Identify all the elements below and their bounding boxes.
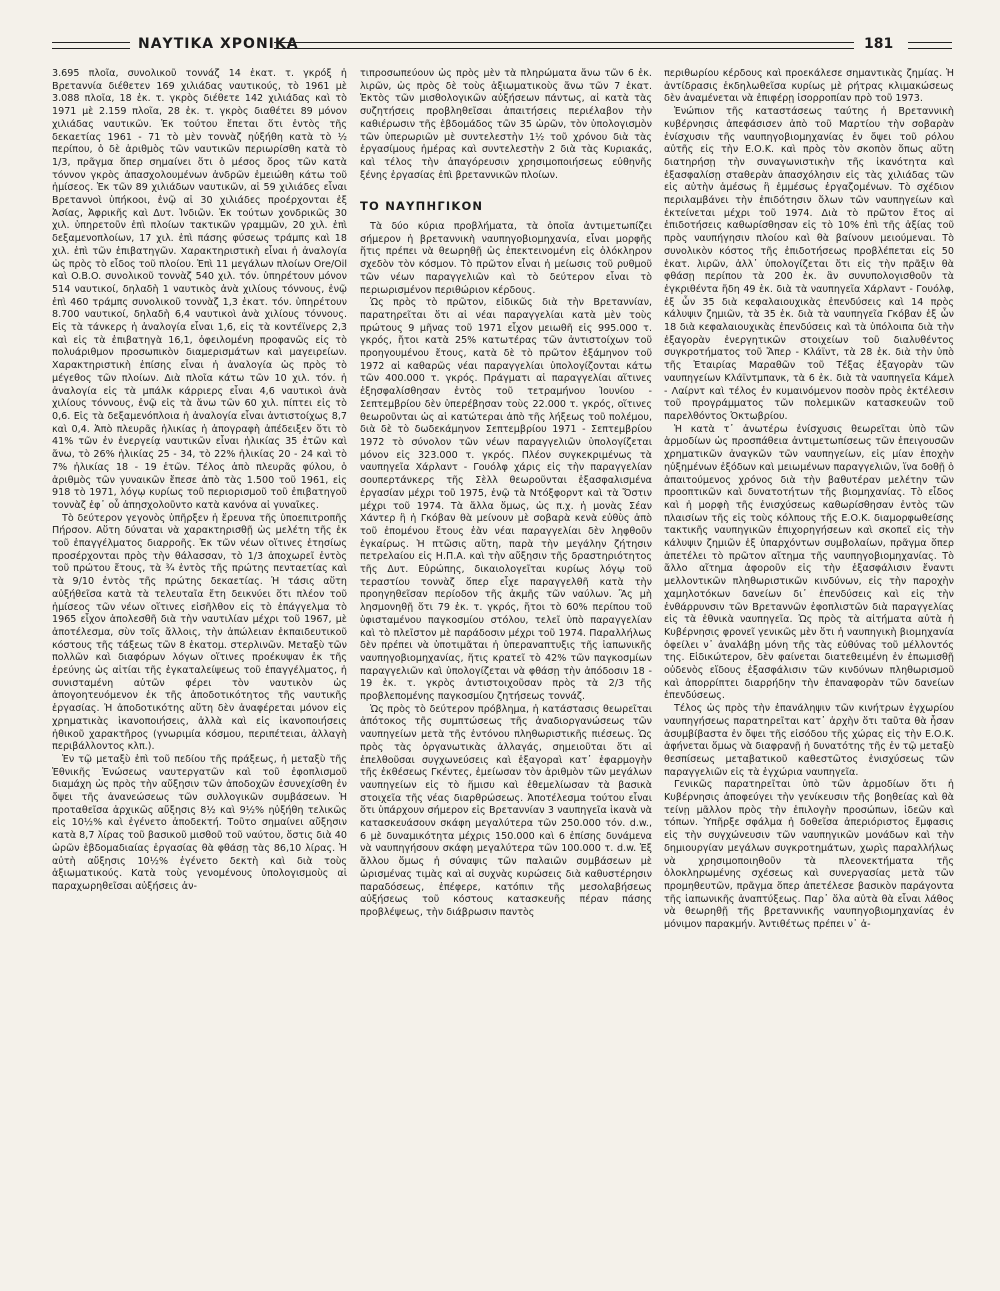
section-heading: ΤΟ ΝΑΥΠΗΓΙΚΟΝ (360, 199, 484, 214)
page-number: 181 (864, 36, 894, 52)
header-rule-left (52, 42, 130, 49)
paragraph: 3.695 πλοῖα, συνολικοῦ τοννάζ 14 ἑκατ. τ. γκρόξ ἡ Βρεταννία διέθετεν 169 χιλιάδας ναυτικούς, τὸ 1961 μὲ 3.088 πλοῖα, 18 ἑκ. τ. γκρὸς διέθετε 142 χιλιάδας καὶ τὸ 1971 μὲ 2.159 πλοῖα, 28 ἑκ. τ. γκρὸς διαθέτει 89 μόνον χιλιάδας ναυτικῶν. Ἐκ τούτου ἕπεται ὅτι ἐντὸς τῆς δεκαετίας 1961 - 71 τὸ μὲν τοννὰζ ηὐξήθη κατὰ τὸ ½ περίπου, ὁ δὲ ἀριθμὸς τῶν ναυτικῶν περιωρίσθη κατὰ τὸ 1/3, πρᾶγμα ὅπερ σημαίνει ὅτι ὁ μέσος ὅρος τῶν κατὰ τόννον γκρὸς ἀπασχολουμένων ἀνδρῶν ἐμειώθη κάτω τοῦ ἡμίσεος. Ἐκ τῶν 89 χιλιάδων ναυτικῶν, αἱ 59 χιλιάδες εἶναι Βρεταννοὶ ὑπήκοοι, ἐνῷ αἱ 30 χιλιάδες προέρχονται ἐξ Ἀσίας, Ἀφρικῆς καὶ Δυτ. Ἰνδιῶν. Ἐκ τούτων χονδρικῶς 30 χιλ. ὑπηρετοῦν ἐπὶ πλοίων τακτικῶν γραμμῶν, 20 χιλ. ἐπὶ δεξαμενοπλοίων, 17 χιλ. ἐπὶ πάσης φύσεως τράμπς καὶ 18 χιλ. ἐπὶ τῶν ἐπιβατηγῶν. Χαρακτηριστικὴ εἶναι ἡ ἀναλογία ὡς πρὸς τὸ εἶδος τοῦ πλοίου. Ἐπὶ 11 μεγάλων πλοίων Ore/Oil καὶ O.B.O. συνολικοῦ τοννὰζ 540 χιλ. τόν. ὑπηρέτουν μόνον 514 ναυτικοί, δηλαδὴ 1 ναυτικὸς ἀνὰ χιλίους τόννους, ἐνῷ ἐπὶ 460 τράμπς συνολικοῦ τοννὰζ 1,3 ἑκατ. τόν. ὑπηρέτουν 8.700 ναυτικοί, δηλαδὴ 6,4 ναυτικοὶ ἀνὰ χιλίους τόννους. Εἰς τὰ τάνκερς ἡ ἀναλογία εἶναι 1,6, εἰς τὰ κοντέϊνερς 2,3 καὶ εἰς τὰ ἐπιβατηγὰ 16,1, ὀφειλομένη προφανῶς εἰς τὸ πολυάριθμον προσωπικὸν διαμερισμάτων καὶ μαγειρείων. Χαρακτηριστικὴ ἐπίσης εἶναι ἡ ἀναλογία ὡς πρὸς τὸ μέγεθος τῶν πλοίων. Διὰ πλοῖα κάτω τῶν 10 χιλ. τόν. ἡ ἀναλογία εἰς τὰ μπάλκ κάρριερς εἶναι 4,6 ναυτικοὶ ἀνὰ χιλίους τόννους, ἐνῷ εἰς τὰ ἄνω τῶν 60 χιλ. πίπτει εἰς τὸ 0,6. Εἰς τὰ δεξαμενόπλοια ἡ ἀναλογία εἶναι ἀντιστοίχως 8,7 καὶ 0,4. Ἀπὸ πλευρᾶς ἡλικίας ἡ ἀπογραφὴ ἀπέδειξεν ὅτι τὸ 41% τῶν ἐν ἐνεργείᾳ ναυτικῶν εἶναι ἡλικίας 35 ἐτῶν καὶ ἄνω, τὸ 26% ἡλικίας 25 - 34, τὸ 22% ἡλικίας 20 - 24 καὶ τὸ 7% ἡλικίας 18 - 19 ἐτῶν. Τέλος ἀπὸ πλευρᾶς φύλου, ὁ ἀριθμὸς τῶν γυναικῶν ἔπεσε ἀπὸ τὰς 1.500 τοῦ 1961, εἰς 918 τὸ 1971, λόγῳ κυρίως τοῦ περιορισμοῦ τοῦ ἐπιβατηγοῦ τοννὰζ ἐφ᾽ οὗ ἀπησχολοῦντο κατὰ κανόνα αἱ γυναῖκες. (52, 68, 347, 511)
paragraph: Ὡς πρὸς τὸ πρῶτον, εἰδικῶς διὰ τὴν Βρεταννίαν, παρατηρεῖται ὅτι αἱ νέαι παραγγελίαι κατὰ μὲν τοὺς πρώτους 9 μῆνας τοῦ 1971 εἶχον μειωθῆ εἰς 995.000 τ. γκρός, ἤτοι κατὰ 25% κατωτέρας τῶν ἀντιστοίχων τοῦ προηγουμένου ἔτους, κατὰ δὲ τὸ πρῶτον ἑξάμηνον τοῦ 1972 αἱ καθαρῶς νέαι παραγγελίαι ὑπολογίζονται κάτω τῶν 400.000 τ. γκρός. Πράγματι αἱ παραγγελίαι αἵτινες ἐξησφαλίσθησαν ἐντὸς τοῦ τετραμήνου Ἰουνίου - Σεπτεμβρίου δὲν ὑπερέβησαν τοὺς 22.000 τ. γκρός, οἵτινες θεωροῦνται ὡς αἱ κατώτεραι ἀπὸ τῆς λήξεως τοῦ πολέμου, διὰ δὲ τὸ δωδεκάμηνον Σεπτεμβρίου 1971 - Σεπτεμβρίου 1972 τὸ σύνολον τῶν νέων παραγγελιῶν ὑπολογίζεται μόνον εἰς 323.000 τ. γκρός. Πλέον συγκεκριμένως τὰ ναυπηγεῖα Χάρλαντ - Γουόλφ χάρις εἰς τὴν παραγγελίαν σουπερτάνκερς τῆς Σὲλλ θεωροῦνται ἐξασφαλισμένα ἐργασίαν μέχρι τοῦ 1975, ἐνῷ τὰ Ντόξφορντ καὶ τὰ Ὄστιν μέχρι τοῦ 1974. Τὰ ἄλλα ὅμως, ὡς π.χ. ἡ μονὰς Σέαν Χάντερ ἢ ἡ Γκόβαν θὰ μείνουν μὲ σοβαρὰ κενὰ εὐθὺς ἀπὸ τοῦ ἐπομένου ἔτους ἐὰν νέαι παραγγελίαι δὲν ληφθοῦν ἐγκαίρως. Ἡ πτῶσις αὕτη, παρὰ τὴν μεγάλην ζήτησιν πετρελαίου εἰς Η.Π.Α. καὶ τὴν αὔξησιν τῆς δραστηριότητος τῆς Δυτ. Εὐρώπης, δικαιολογεῖται κυρίως λόγῳ τοῦ τεραστίου τοννὰζ ὅπερ εἶχε παραγγελθῆ κατὰ τὴν προηγηθεῖσαν περίοδον τῆς ἀκμῆς τῶν ναύλων. Ἂς μὴ λησμονηθῇ ὅτι 79 ἑκ. τ. γκρός, ἤτοι τὸ 60% περίπου τοῦ ὑφισταμένου παγκοσμίου στόλου, τελεῖ ὑπὸ παραγγελίαν καὶ τὸ πλεῖστον μὲ παράδοσιν μέχρι τοῦ 1974. Παραλλήλως δὲν πρέπει νὰ ὑποτιμᾶται ἡ ὑπεραναπτυξις τῆς ἰαπωνικῆς ναυπηγοβιομηχανίας, ἥτις κρατεῖ τὸ 42% τῶν παγκοσμίων παραγγελιῶν καὶ ὑπολογίζεται νὰ φθάσῃ τὴν ἀπόδοσιν 18 - 19 ἑκ. τ. γκρὸς ἀντιστοιχοῦσαν πρὸς τὰ 2/3 τῆς προβλεπομένης παγκοσμίου ζητήσεως τοννάζ. (360, 297, 652, 703)
header-rule-middle (274, 42, 854, 49)
paragraph: τιπροσωπεύουν ὡς πρὸς μὲν τὰ πληρώματα ἄνω τῶν 6 ἑκ. λιρῶν, ὡς πρὸς δὲ τοὺς ἀξιωματικοὺς ἄνω τῶν 7 ἑκατ. Ἐκτὸς τῶν μισθολογικῶν αὐξήσεων πάντως, αἱ κατὰ τὰς συζητήσεις προβληθεῖσαι ἀπαιτήσεις περιέλαβον τὴν καθιέρωσιν τῆς ἑβδομάδος τῶν 35 ὡρῶν, τὸν ὑπολογισμὸν τῶν ὑπερωριῶν μὲ συντελεστὴν 1½ τοῦ χρόνου διὰ τὰς ἐργασίμους ἡμέρας καὶ συντελεστὴν 2 διὰ τὰς Κυριακάς, καὶ τέλος τὴν ἀπαγόρευσιν χρησιμοποιήσεως εὐθηνῆς ξένης ἐργασίας ἐπὶ βρεταννικῶν πλοίων. (360, 68, 652, 181)
paragraph: Τὸ δεύτερον γεγονὸς ὑπῆρξεν ἡ ἔρευνα τῆς ὑποεπιτροπῆς Πήρσον. Αὕτη δύναται νὰ χαρακτηρισθῇ ὡς μελέτη τῆς ἐκ τοῦ ἐπαγγέλματος διαρροῆς. Ἐκ τῶν νέων οἵτινες ἐτησίως προσέρχονται πρὸς τὴν θάλασσαν, τὸ 1/3 ἀποχωρεῖ ἐντὸς τοῦ πρώτου ἔτους, τὰ ¾ ἐντὸς τῆς πρώτης πενταετίας καὶ τὰ 9/10 ἐντὸς τῆς πρώτης δεκαετίας. Ἡ τάσις αὕτη αὐξήθεῖσα κατὰ τὰ τελευταῖα ἔτη δεικνύει ὅτι πλέον τοῦ ἡμίσεος τῶν νέων οἵτινες εἰσῆλθον εἰς τὸ ἐπάγγελμα τὸ 1965 εἶχον ἀπολεσθῆ διὰ τὴν ναυτιλίαν μέχρι τοῦ 1967, μὲ ἀποτέλεσμα, σὺν τοῖς ἄλλοις, τὴν ἀπώλειαν ἐκπαιδευτικοῦ κόστους τῆς τάξεως τῶν 8 ἑκατομ. στερλινῶν. Μεταξὺ τῶν πολλῶν καὶ διαφόρων λόγων οἵτινες προέκυψαν ἐκ τῆς ἐρεύνης ὡς αἰτίαι τῆς ἐγκαταλείψεως τοῦ ἐπαγγέλματος, ἡ συνισταμένη αὐτῶν φέρει τὸν ναυτικὸν ὡς ἀπογοητευόμενον ἐκ τῆς ἀποδοτικότητος τῆς ναυτικῆς ἐργασίας. Ἡ ἀποδοτικότης αὕτη δὲν ἀναφέρεται μόνον εἰς χρηματικὰς ἱκανοποιήσεις, ἀλλὰ καὶ εἰς ἱκανοποιήσεις ἠθικοῦ χαρακτῆρος (γνωριμία κόσμου, περιπέτειαι, ἀλλαγὴ περιβάλλοντος κλπ.). (52, 512, 347, 753)
page-header (52, 36, 952, 56)
text-column-1 (52, 68, 347, 1263)
paragraph: Γενικῶς παρατηρεῖται ὑπὸ τῶν ἁρμοδίων ὅτι ἡ Κυβέρνησις ἀποφεύγει τὴν γενίκευσιν τῆς βοηθείας καὶ θὰ τείνῃ μᾶλλον πρὸς τὴν ἐπιλογὴν προσώπων, ἰδεῶν καὶ τόπων. Ὑπῆρξε σφάλμα ἡ δοθεῖσα ἀπεριόριστος ἔμφασις εἰς τὴν συγχώνευσιν τῶν ναυπηγικῶν μονάδων καὶ τὴν δημιουργίαν μεγάλων συγκροτημάτων, χωρὶς παραλλήλως νὰ χρησιμοποιηθοῦν τὰ πλεονεκτήματα τῆς ὁλοκληρωμένης σχέσεως καὶ συνεργασίας μετὰ τῶν προμηθευτῶν, πρᾶγμα ὅπερ ἀπετέλεσε βασικὸν παράγοντα τῆς ἰαπωνικῆς ἀναπτύξεως. Παρ᾽ ὅλα αὐτὰ θὰ εἶναι λάθος νὰ θεωρηθῇ τῆς βρεταννικῆς ναυπηγοβιομηχανίας ἐν μόνιμον παρακμήν. Ἀντιθέτως πρέπει ν᾽ ἀ- (664, 779, 954, 931)
journal-title: ΝΑΥΤΙΚΑ ΧΡΟΝΙΚΑ (138, 36, 299, 52)
paragraph: Τέλος ὡς πρὸς τὴν ἐπανάληψιν τῶν κινήτρων ἐγχωρίου ναυπηγήσεως παρατηρεῖται κατ᾽ ἀρχὴν ὅτι ταῦτα θὰ ἦσαν ἀσυμβίβαστα ἐν ὄψει τῆς εἰσόδου τῆς χώρας εἰς τὴν Ε.Ο.Κ. ἀφήνεται ὅμως νὰ διαφρανῇ ἡ δυνατότης τῆς ἐν τῷ μεταξὺ θεσπίσεως μεταβατικοῦ καθεστῶτος ἐνισχύσεως τῶν παραγγελιῶν εἰς τὰ ἐγχώρια ναυπηγεῖα. (664, 703, 954, 778)
paragraph: περιθωρίου κέρδους καὶ προεκάλεσε σημαντικὰς ζημίας. Ἡ ἀντίδρασις ἐκδηλωθεῖσα κυρίως μὲ ρήτρας κλιμακώσεως δὲν ἀναμένεται νὰ ἐπιφέρῃ ἰσορροπίαν πρὸ τοῦ 1973. (664, 68, 954, 105)
paragraph: Ἐνώπιον τῆς καταστάσεως ταύτης ἡ Βρεταννικὴ κυβέρνησις ἀπεφάσισεν ἀπὸ τοῦ Μαρτίου τὴν σοβαρὰν ἐνίσχυσιν τῆς ναυπηγοβιομηχανίας ἐν ὄψει τοῦ ρόλου αὐτῆς εἰς τὴν Ε.Ο.Κ. καὶ πρὸς τὸν σκοπὸν ὅπως αὕτη διατηρήσῃ τὴν συναγωνιστικὴν τῆς ἱκανότητα καὶ ἐξασφαλίσῃ σταθερὰν ἀπασχόλησιν εἰς τὰς χιλιάδας τῶν εἰς αὐτὴν ἀμέσως ἢ ἐμμέσως ἐργαζομένων. Τὸ σχέδιον περιλαμβάνει τὴν ἐπιδότησιν ὅλων τῶν ναυπηγείων καὶ ἐκτείνεται μέχρι τοῦ 1974. Διὰ τὸ πρῶτον ἔτος αἱ ἐπιδοτήσεις καθωρίσθησαν εἰς τὸ 10% ἐπὶ τῆς ἀξίας τοῦ πρὸς ναυπήγησιν πλοίου καὶ θὰ βαίνουν μειούμεναι. Τὸ συνολικὸν κόστος τῆς ἐπιδοτήσεως προβλέπεται εἰς 50 ἑκατ. λιρῶν, ἀλλ᾽ ὑπολογίζεται ὅτι εἰς τὴν πρᾶξιν θὰ φθάσῃ περίπου τὰ 200 ἑκ. ἂν συνυπολογισθοῦν τὰ ἐγκριθέντα ἤδη 49 ἑκ. διὰ τὰ ναυπηγεῖα Χάρλαντ - Γουόλφ, ἐξ ὧν 35 διὰ κεφαλαιουχικὰς ἐπενδύσεις καὶ 14 πρὸς κάλυψιν ζημιῶν, τὰ 35 ἑκ. διὰ τὰ ναυπηγεῖα Γκόβαν ἐξ ὧν 18 διὰ κεφαλαιουχικὰς ἐπενδύσεις καὶ τὰ ὑπόλοιπα διὰ τὴν ἐξαγορὰν ἐνεργητικῶν στοιχείων τοῦ διαλυθέντος συγκροτήματος τοῦ Ἄπερ - Κλάϊντ, τὰ 28 ἑκ. διὰ τὴν ὑπὸ τῆς Ἑταιρίας Μαραθῶν τοῦ Τέξας ἐξαγορὰν τῶν ναυπηγείων Κλάϊντμπανκ, τὰ 6 ἑκ. διὰ τὰ ναυπηγεῖα Κάμελ - Λαίρντ καὶ τέλος ἐν κυμαινόμενον ποσὸν πρὸς ἐκτέλεσιν τοῦ προγράμματος τῶν πολεμικῶν κατασκευῶν τοῦ παρελθόντος Ὀκτωβρίου. (664, 106, 954, 422)
paragraph: Ἐν τῷ μεταξὺ ἐπὶ τοῦ πεδίου τῆς πράξεως, ἡ μεταξὺ τῆς Ἐθνικῆς Ἑνώσεως ναυτεργατῶν καὶ τοῦ ἐφοπλισμοῦ διαμάχη ὡς πρὸς τὴν αὔξησιν τῶν ἀποδοχῶν ἐσυνεχίσθη ἐν ὄψει τῆς ἀνανεώσεως τῶν συλλογικῶν συμβάσεων. Ἡ προταθεῖσα ἀρχικῶς αὔξησις 8½ καὶ 9½% ηὐξήθη τελικῶς εἰς 10½% καὶ ἐγένετο ἀποδεκτή. Τοῦτο σημαίνει αὔξησιν κατὰ 8,7 λίρας τοῦ βασικοῦ μισθοῦ τοῦ ναύτου, ὅστις διὰ 40 ὡρῶν ἑβδομαδιαίας ἐργασίας θὰ φθάσῃ τὰς 86,10 λίρας. Ἡ αὐτὴ αὔξησις 10½% ἐγένετο δεκτὴ καὶ διὰ τοὺς ἀξιωματικούς. Κατὰ τοὺς γενομένους ὑπολογισμοὺς αἱ παραχωρηθεῖσαι αὐξήσεις ἀν- (52, 753, 347, 892)
paragraph: Ὡς πρὸς τὸ δεύτερον πρόβλημα, ἡ κατάστασις θεωρεῖται ἀπότοκος τῆς συμπτώσεως τῆς ἀναδιοργανώσεως τῶν ναυπηγείων μετὰ τῆς ἐντόνου πληθωριστικῆς πιέσεως. Ὡς πρὸς τὰς ὀργανωτικὰς ἀλλαγάς, σημειοῦται ὅτι αἱ ἐπελθοῦσαι συγχωνεύσεις καὶ ἐξαγοραὶ κατ᾽ ἐφαρμογὴν τῆς ἐκθέσεως Γκέντες, ἐμείωσαν τὸν ἀριθμὸν τῶν μεγάλων ναυπηγείων εἰς τὸ ἥμισυ καὶ ἐθεμελίωσαν τὰ βασικὰ στοιχεῖα τῆς νέας διαρθρώσεως. Ἀποτέλεσμα τούτου εἶναι ὅτι ὑπάρχουν σήμερον εἰς Βρεταννίαν 3 ναυπηγεῖα ἱκανὰ νὰ κατασκευάσουν σκάφη μεγαλύτερα τῶν 250.000 τόν. d.w., 6 μὲ δυναμικότητα μέχρις 150.000 καὶ 6 ἐπίσης δυνάμενα νὰ ναυπηγήσουν σκάφη μεγαλύτερα τῶν 100.000 τ. d.w. Ἐξ ἄλλου ὅμως ἡ σύναψις τῶν παλαιῶν συμβάσεων μὲ ὡρισμένας τιμὰς καὶ αἱ συχνὰς κυρώσεις διὰ καθυστέρησιν παραδόσεως, ἐπέφερε, κατόπιν τῆς μεσολαβήσεως αὐξήσεως τοῦ κόστους κατασκευῆς πέραν πάσης προβλέψεως, τὴν διάβρωσιν παντὸς (360, 703, 652, 918)
paragraph: Τὰ δύο κύρια προβλήματα, τὰ ὁποῖα ἀντιμετωπίζει σήμερον ἡ βρεταννικὴ ναυπηγοβιομηχανία, εἶναι μορφῆς ἥτις πρέπει νὰ θεωρηθῇ ὡς ἐπεκτεινομένη εἰς ὁλόκληρον σχεδὸν τὸν κόσμον. Τὸ πρῶτον εἶναι ἡ μείωσις τοῦ ρυθμοῦ τῶν νέων παραγγελιῶν καὶ τὸ δεύτερον εἶναι τὸ περιωρισμένον περιθώριον κέρδους. (360, 221, 652, 296)
text-column-3 (664, 68, 954, 1263)
header-rule-right (908, 42, 952, 49)
paragraph: Ἡ κατὰ τ᾽ ἀνωτέρω ἐνίσχυσις θεωρεῖται ὑπὸ τῶν ἁρμοδίων ὡς προσπάθεια ἀντιμετωπίσεως τῶν ἐπειγουσῶν χρηματικῶν ἀναγκῶν τῶν ναυπηγείων, εἰς μίαν ἐποχὴν ηὐξημένων ἐξόδων καὶ μειωμένων παραγγελιῶν, ἵνα δοθῇ ὁ ἀπαιτούμενος χρόνος διὰ τὴν βαθυτέραν μελέτην τῶν προοπτικῶν καὶ δυνατοτήτων τῆς βιομηχανίας. Τὸ εἶδος καὶ ἡ μορφὴ τῆς ἐνισχύσεως καθωρίσθησαν ἐντὸς τῶν πλαισίων τῆς εἰς τοὺς κόλπους τῆς Ε.Ο.Κ. διαμορφωθείσης τακτικῆς ναυπηγικῶν ἐπιχορηγήσεων καὶ σκοπεῖ εἰς τὴν κάλυψιν ζημιῶν ἐξ ὑπαρχόντων συμβολαίων, πρᾶγμα ὅπερ ἀπετέλει τὸ πρῶτον αἴτημα τῆς ναυπηγοβιομηχανίας. Τὸ ἄλλο αἴτημα ἀφοροῦν εἰς τὴν ἐξασφάλισιν ἔναντι μελλοντικῶν πληθωριστικῶν κινδύνων, εἰς τὴν παροχὴν χαμηλοτόκων δανείων δι᾽ ἐπενδύσεις καὶ εἰς τὴν ἐνθάρρυνσιν τῶν Βρεταννῶν ἐφοπλιστῶν διὰ παραγγελίας εἰς τὰ ἐθνικὰ ναυπηγεῖα. Ὡς πρὸς τὰ αἰτήματα αὐτὰ ἡ Κυβέρνησις φρονεῖ γενικῶς μὲν ὅτι ἡ ναυπηγικὴ βιομηχανία ὀφείλει ν᾽ ἀναλάβῃ μόνη τῆς τὰς εὐθύνας τοῦ μέλλοντός της. Εἰδικώτερον, δὲν φαίνεται διατεθειμένη ἐν ἐπωμισθῇ οὐδενὸς εἴδους ἐξασφάλισιν τῶν κινδύνων πληθωρισμοῦ καὶ ἀπορρίπτει διαρρήδην τὴν ἐπαναφορὰν τῶν δανείων ἐπενδύσεως. (664, 423, 954, 702)
text-column-2 (360, 68, 652, 1263)
